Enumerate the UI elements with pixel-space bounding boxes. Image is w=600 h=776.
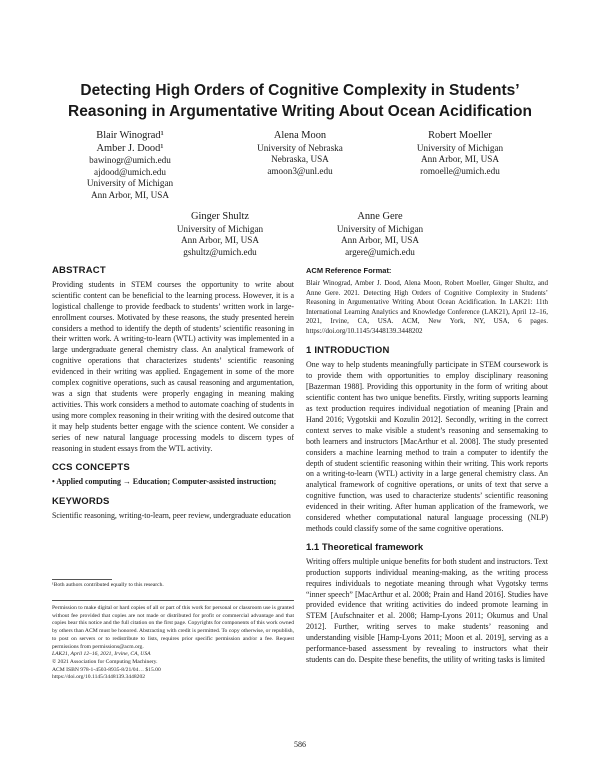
permission-rule — [52, 600, 294, 601]
title-line-2: Reasoning in Argumentative Writing About Ocean Acidification — [68, 103, 532, 120]
author-affiliation: University of Michigan — [416, 142, 504, 153]
author-block-winograd-dood — [70, 130, 190, 202]
author-email: ajdood@umich.edu — [94, 166, 166, 177]
page-number: 586 — [294, 740, 306, 749]
author-name: Amber J. Dood¹ — [96, 142, 164, 154]
author-email: romoelle@umich.edu — [420, 165, 500, 176]
copyright-line: © 2021 Association for Computing Machinery. — [52, 658, 158, 665]
left-column — [52, 266, 294, 522]
author-affiliation: University of Michigan — [336, 223, 424, 234]
footnote: ¹Both authors contributed equally to this research. — [52, 582, 164, 588]
keywords-heading: KEYWORDS — [52, 496, 110, 508]
author-email: amoon3@unl.edu — [267, 165, 333, 176]
author-block-moeller — [400, 130, 520, 177]
author-name: Ginger Shultz — [190, 211, 249, 222]
author-email: bawinogr@umich.edu — [89, 155, 171, 166]
author-block-moon — [240, 130, 360, 177]
framework-text: Writing offers multiple unique benefits for both student and instructors. Text production supports individual meaning-making, as the writing process requires individuals to negotiate meaning through what Vygotsky terms “inner speech” [MacArthur et al. 2008; Prain and Hand 2016]. Studies have provided evidence that writing activities do indeed promote learning in STEM [Aufschnaiter et al. 2008; Hamp-Lyons 2011; Okumus and Unal 2012]. Further, writing serves to make students’ reasoning and understanding visible [Hamp-Lyons 2011; Moon et al. 2019], serving as a performance-based assessment by revealing to instructors what their students can do. Despite these benefits, the utility of writing tasks is limited — [306, 556, 548, 664]
acm-ref-text: Blair Winograd, Amber J. Dood, Alena Moon, Robert Moeller, Ginger Shultz, and Anne Gere. 2021. Detecting High Orders of Cognitive Complexity in Students’ Reasoning in Argumentative Writing About Ocean Acidification. In LAK21: 11th International Learning Analytics and Knowledge Conference (LAK21), April 12–16, 2021, Irvine, CA, USA. ACM, New York, NY, USA, 6 pages. https://doi.org/10.1145/3448139.3448202 — [306, 278, 548, 335]
conference-line: LAK21, April 12–16, 2021, Irvine, CA, USA — [52, 651, 151, 658]
author-location: Nebraska, USA — [271, 154, 329, 165]
author-affiliation: University of Michigan — [86, 178, 174, 189]
keywords-text: Scientific reasoning, writing-to-learn, peer review, undergraduate education — [52, 511, 291, 521]
author-name: Blair Winograd¹ — [96, 130, 164, 141]
ccs-heading: CCS CONCEPTS — [52, 462, 130, 474]
permission-block — [52, 605, 294, 682]
author-location: Ann Arbor, MI, USA — [91, 189, 169, 200]
author-email: argere@umich.edu — [345, 246, 415, 257]
abstract-heading: ABSTRACT — [52, 265, 106, 276]
doi-line: https://doi.org/10.1145/3448139.3448202 — [52, 674, 146, 681]
author-location: Ann Arbor, MI, USA — [341, 235, 419, 246]
author-affiliation: University of Michigan — [176, 223, 264, 234]
acm-ref-heading: ACM Reference Format: — [306, 266, 392, 275]
intro-text: One way to help students meaningfully participate in STEM coursework is to provide them with opportunities to employ disciplinary reasoning [Bazerman 1988]. Providing this opportunity in the form of writing about scientific content has two unique benefits. Firstly, writing supports learning as text production requires individual negotiation of meaning [Prain and Hand 2016; Vygotskii and Kozulin 2012]. Secondly, writing in the correct context serves to make visible a student’s reasoning and sensemaking to both learners and instructors [MacArthur et al. 2008]. The study presented considers a machine learning method to train a computer to identify the depth of student scientific reasoning within their writing. This work reports on a writing-to-learn (WTL) activity in a large general chemistry class. An analytical framework of cognitive operations, or units of text that serve a cognitive function, was used to characterize students’ scientific reasoning evidenced in their writing. After human application of the framework, we considered whether computational natural language processing (NLP) methods could classify some of the same cognitive operations. — [306, 360, 548, 533]
ccs-text: • Applied computing → Education; Computer-assisted instruction; — [52, 477, 277, 487]
intro-heading: 1 INTRODUCTION — [306, 345, 390, 357]
permission-text: Permission to make digital or hard copies of all or part of this work for personal or classroom use is granted without fee provided that copies are not made or distributed for profit or commercial advantage and that copies bear this notice and the full citation on the first page. Copyrights for components of this work owned by others than ACM must be honored. Abstracting with credit is permitted. To copy otherwise, or republish, to post on servers or to redistribute to lists, requires prior specific permission and/or a fee. Request permissions from permissions@acm.org. — [52, 605, 294, 650]
author-name: Robert Moeller — [428, 130, 492, 141]
framework-heading: 1.1 Theoretical framework — [306, 541, 424, 553]
author-location: Ann Arbor, MI, USA — [421, 154, 499, 165]
paper-title — [40, 80, 560, 122]
author-affiliation: University of Nebraska — [257, 142, 343, 153]
author-block-shultz — [160, 211, 280, 258]
author-name: Alena Moon — [273, 130, 327, 141]
author-location: Ann Arbor, MI, USA — [181, 235, 259, 246]
footnote-rule — [52, 579, 112, 580]
author-block-gere — [320, 211, 440, 258]
title-line-1: Detecting High Orders of Cognitive Complexity in Students’ — [80, 82, 520, 99]
abstract-text: Providing students in STEM courses the opportunity to write about scientific content can be beneficial to the learning process. However, it is a logistical challenge to provide feedback to students’ written work in large-enrollment courses. Motivated by these reasons, the study presented herein considers a method to identify the depth of students’ scientific reasoning in their written work. A writing-to-learn (WTL) activity was implemented in a large undergraduate general chemistry class. An analytical framework of cognitive operations that characterizes students’ scientific reasoning evidenced in their writing was applied. Engagement in some of the more complex cognitive operations, such as causal reasoning and argumentation, was a sign that students were properly engaging in meaning making activities. This work considers a method to automate coaching of students in using more complex reasoning in their writing with the desired outcome that it may help students better engage with the science content. We consider a series of new natural language processing models to discern types of reasoning in student essays from the WTL activity. — [52, 279, 294, 453]
isbn-line: ACM ISBN 978-1-4503-8935-8/21/04… $15.00 — [52, 666, 161, 673]
author-name: Anne Gere — [357, 211, 403, 222]
right-column — [306, 266, 548, 666]
author-email: gshultz@umich.edu — [183, 246, 257, 257]
